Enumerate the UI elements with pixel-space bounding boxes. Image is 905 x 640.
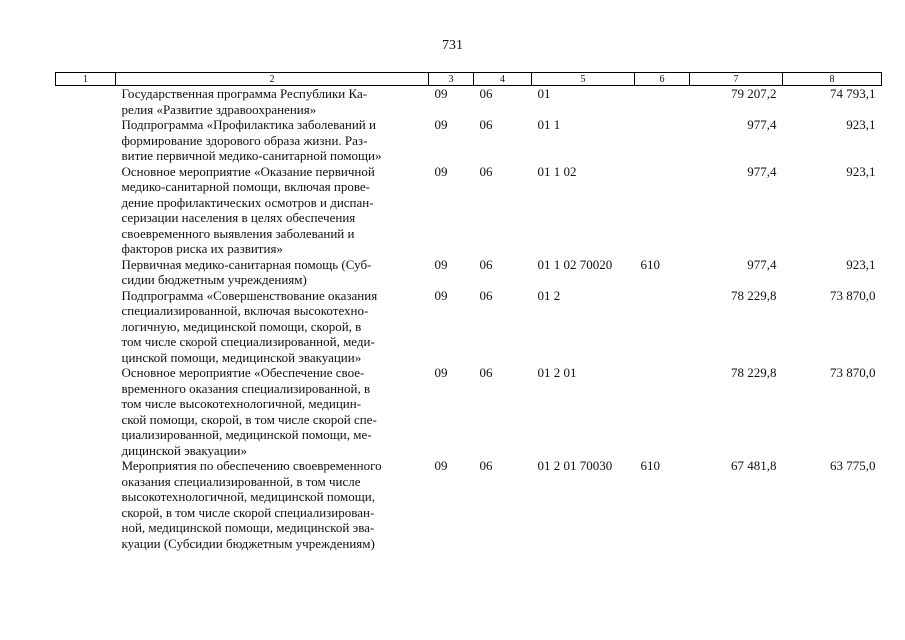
row-name-line: специализированной, включая высокотехно- — [121, 303, 369, 318]
row-name-line: скорой, в том числе скорой специализирован- — [121, 504, 375, 520]
table-body — [56, 86, 882, 552]
row-name-line: своевременного выявления заболеваний и — [121, 225, 355, 241]
table-row — [56, 458, 882, 551]
table-row — [56, 288, 882, 366]
column-header-6: 6 — [635, 73, 690, 86]
row-name-line: дицинской эвакуации» — [121, 442, 247, 458]
row-amount-year-2: 923,1 — [846, 256, 876, 272]
row-name — [116, 458, 429, 551]
row-name-line: ской помощи, скорой, в том числе скорой спе- — [121, 411, 377, 427]
row-name-line: цинской помощи, медицинской эвакуации» — [121, 349, 362, 365]
row-col-1 — [56, 365, 116, 458]
row-expense-type — [635, 117, 690, 164]
row-amount-year-1: 78 229,8 — [731, 365, 777, 380]
row-name — [116, 86, 429, 118]
row-amount-year-1: 79 207,2 — [731, 86, 777, 101]
row-section: 09 — [434, 458, 448, 473]
row-col-1 — [56, 164, 116, 257]
row-expense-type — [635, 164, 690, 257]
row-target-item: 01 1 02 — [537, 163, 577, 179]
row-expense-type — [635, 86, 690, 118]
table-row — [56, 86, 882, 118]
row-name — [116, 164, 429, 257]
column-number-row — [56, 73, 882, 86]
row-name-line: том числе высокотехнологичной, медицин- — [121, 396, 362, 411]
row-name-line: том числе скорой специализированной, меди- — [121, 334, 375, 349]
row-amount-year-2: 923,1 — [846, 117, 876, 132]
row-name-line: дение профилактических осмотров и диспан- — [121, 194, 374, 210]
table-row — [56, 365, 882, 458]
row-amount-year-2: 923,1 — [846, 163, 876, 179]
row-name-line: временного оказания специализированной, в — [121, 380, 371, 396]
table-row — [56, 117, 882, 164]
row-target-item: 01 2 01 — [537, 365, 577, 380]
row-col-1 — [56, 117, 116, 164]
row-col-1 — [56, 86, 116, 118]
row-expense-type — [635, 288, 690, 366]
row-name-line: медико-санитарной помощи, включая прове- — [121, 179, 370, 194]
row-amount-year-2: 63 775,0 — [830, 458, 876, 473]
column-header-4: 4 — [474, 73, 532, 86]
row-name-line: Основное мероприятие «Обеспечение свое- — [121, 365, 365, 380]
budget-table — [55, 72, 882, 551]
row-name — [116, 288, 429, 366]
row-section: 09 — [434, 163, 448, 179]
row-name-line: релия «Развитие здравоохранения» — [121, 101, 317, 117]
row-col-1 — [56, 458, 116, 551]
table-row — [56, 164, 882, 257]
row-name-line: Подпрограмма «Профилактика заболеваний и — [121, 117, 376, 132]
row-name-line: логичную, медицинской помощи, скорой, в — [121, 318, 362, 334]
column-header-7: 7 — [690, 73, 783, 86]
row-target-item: 01 1 02 70020 — [537, 256, 613, 272]
row-amount-year-1: 977,4 — [747, 163, 777, 179]
column-header-1: 1 — [56, 73, 116, 86]
row-name-line: факторов риска их развития» — [121, 241, 283, 256]
row-name — [116, 257, 429, 288]
row-amount-year-1: 78 229,8 — [731, 287, 777, 303]
row-subsection: 06 — [479, 458, 493, 473]
row-name-line: оказания специализированной, в том числе — [121, 473, 361, 489]
row-name-line: куации (Субсидии бюджетным учреждениям) — [121, 535, 375, 551]
column-header-5: 5 — [532, 73, 635, 86]
row-target-item: 01 2 01 70030 — [537, 458, 613, 473]
row-name-line: формирование здорового образа жизни. Раз- — [121, 132, 368, 148]
row-name-line: Первичная медико-санитарная помощь (Суб- — [121, 256, 372, 272]
row-subsection: 06 — [479, 117, 493, 132]
row-amount-year-2: 73 870,0 — [830, 365, 876, 380]
table-row — [56, 257, 882, 288]
row-name-line: Мероприятия по обеспечению своевременного — [121, 458, 382, 473]
row-expense-type: 610 — [640, 256, 660, 272]
row-section: 09 — [434, 117, 448, 132]
row-expense-type: 610 — [640, 458, 660, 473]
row-name-line: ной, медицинской помощи, медицинской эва- — [121, 520, 375, 535]
row-name-line: Подпрограмма «Совершенствование оказания — [121, 287, 378, 303]
column-header-3: 3 — [429, 73, 474, 86]
row-name-line: высокотехнологичной, медицинской помощи, — [121, 489, 375, 504]
row-col-1 — [56, 257, 116, 288]
row-subsection: 06 — [479, 287, 493, 303]
row-name — [116, 365, 429, 458]
row-section: 09 — [434, 256, 448, 272]
row-name-line: Основное мероприятие «Оказание первичной — [121, 163, 375, 179]
row-name-line: серизации населения в целях обеспечения — [121, 210, 356, 225]
row-name — [116, 117, 429, 164]
row-target-item: 01 2 — [537, 287, 561, 303]
row-subsection: 06 — [479, 86, 493, 101]
row-subsection: 06 — [479, 256, 493, 272]
row-expense-type — [635, 365, 690, 458]
row-col-1 — [56, 288, 116, 366]
row-section: 09 — [434, 365, 448, 380]
row-name-line: Государственная программа Республики Ка- — [121, 86, 368, 101]
row-amount-year-1: 977,4 — [747, 256, 777, 272]
row-amount-year-2: 73 870,0 — [830, 287, 876, 303]
row-section: 09 — [434, 287, 448, 303]
row-target-item: 01 1 — [537, 117, 561, 132]
column-header-8: 8 — [783, 73, 882, 86]
page-number: 731 — [442, 38, 463, 53]
row-section: 09 — [434, 86, 448, 101]
row-target-item: 01 — [537, 86, 551, 101]
row-name-line: витие первичной медико-санитарной помощи» — [121, 148, 382, 163]
row-subsection: 06 — [479, 163, 493, 179]
row-name-line: сидии бюджетным учреждениям) — [121, 272, 307, 287]
column-header-2: 2 — [116, 73, 429, 86]
row-amount-year-1: 977,4 — [747, 117, 777, 132]
row-subsection: 06 — [479, 365, 493, 380]
row-amount-year-1: 67 481,8 — [731, 458, 777, 473]
row-amount-year-2: 74 793,1 — [830, 86, 876, 101]
row-name-line: циализированной, медицинской помощи, ме- — [121, 427, 372, 442]
